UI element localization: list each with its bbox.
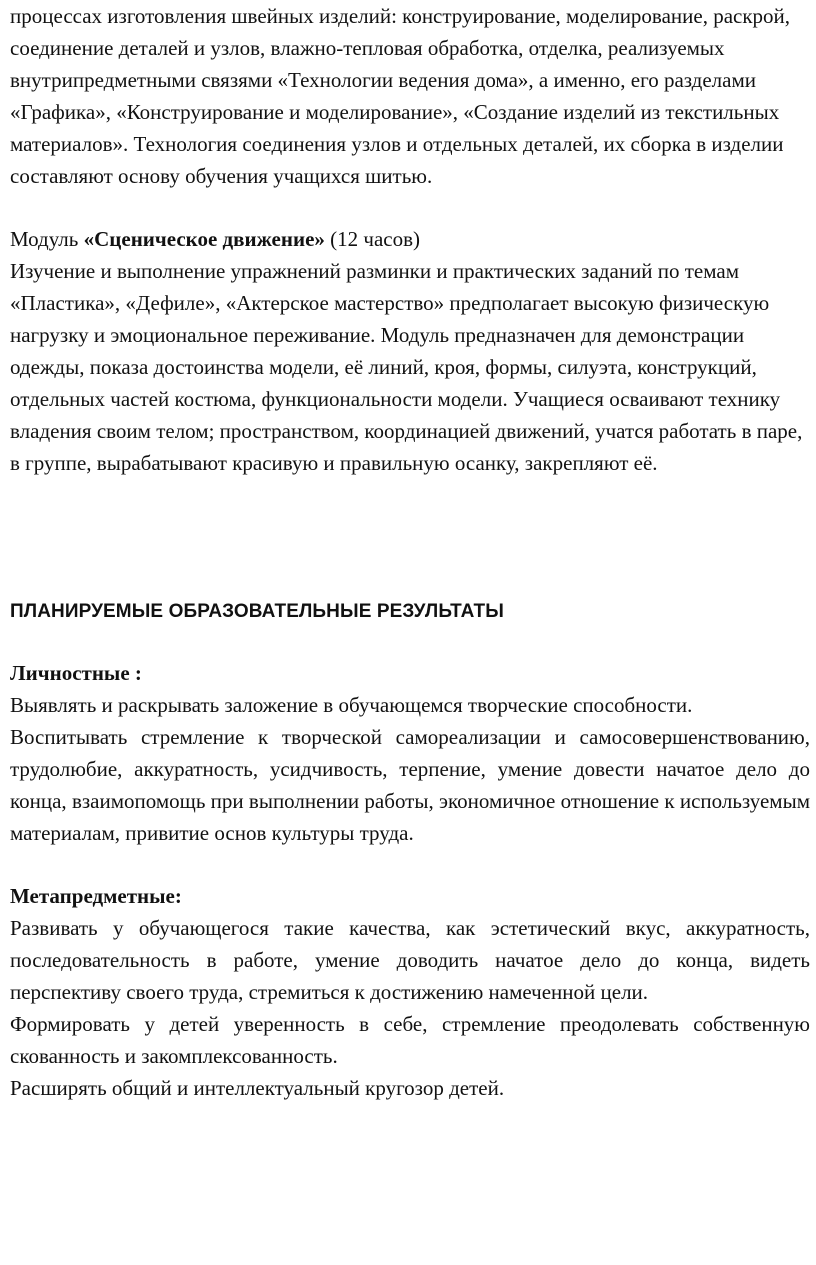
- module-name: «Сценическое движение»: [83, 227, 325, 251]
- module-description: Изучение и выполнение упражнений разминки и практических заданий по темам «Пластика», «Дефиле», «Актерское мастерство» предполагает высокую физическую нагрузку и эмоциональное переживание. Модуль предназначен для демонстрации одежды, показа достоинства модели, её линий, кроя, формы, силуэта, конструкций, отдельных частей костюма, функциональности модели. Учащиеся осваивают технику владения своим телом; пространством, координацией движений, учатся работать в паре, в группе, вырабатывают красивую и правильную осанку, закрепляют её.: [10, 259, 803, 475]
- results-heading: ПЛАНИРУЕМЫЕ ОБРАЗОВАТЕЛЬНЫЕ РЕЗУЛЬТАТЫ: [10, 601, 504, 622]
- personal-title: Личностные :: [10, 661, 142, 685]
- meta-item-1: Развивать у обучающегося такие качества, как эстетический вкус, аккуратность, последовательность в работе, умение доводить начатое дело до конца, видеть перспективу своего труда, стремиться к достижению намеченной цели.: [10, 916, 810, 1004]
- spacer: [10, 628, 810, 657]
- personal-item-1: Выявлять и раскрывать заложение в обучающемся творческие способности.: [10, 693, 693, 717]
- meta-item-2: Формировать у детей уверенность в себе, стремление преодолевать собственную скованность и закомплексованность.: [10, 1012, 810, 1068]
- module-title-line: [10, 223, 810, 255]
- meta-title: Метапредметные:: [10, 884, 182, 908]
- personal-item-2: Воспитывать стремление к творческой самореализации и самосовершенствованию, трудолюбие, аккуратность, усидчивость, терпение, умение довести начатое дело до конца, взаимопомощь при выполнении работы, экономичное отношение к используемым материалам, привитие основ культуры труда.: [10, 725, 810, 845]
- spacer: [10, 192, 810, 223]
- module-prefix: Модуль: [10, 227, 84, 251]
- module-hours: (12 часов): [324, 227, 421, 251]
- meta-item-3: Расширять общий и интеллектуальный кругозор детей.: [10, 1076, 505, 1100]
- intro-paragraph: процессах изготовления швейных изделий: конструирование, моделирование, раскрой, соединение деталей и узлов, влажно-тепловая обработка, отделка, реализуемых внутрипредметными связями «Технологии ведения дома», а именно, его разделами «Графика», «Конструирование и моделирование», «Создание изделий из текстильных материалов». Технология соединения узлов и отдельных деталей, их сборка в изделии составляют основу обучения учащихся шитью.: [10, 4, 791, 188]
- document-page: [10, 0, 810, 1104]
- spacer: [10, 849, 810, 880]
- spacer: [10, 479, 810, 596]
